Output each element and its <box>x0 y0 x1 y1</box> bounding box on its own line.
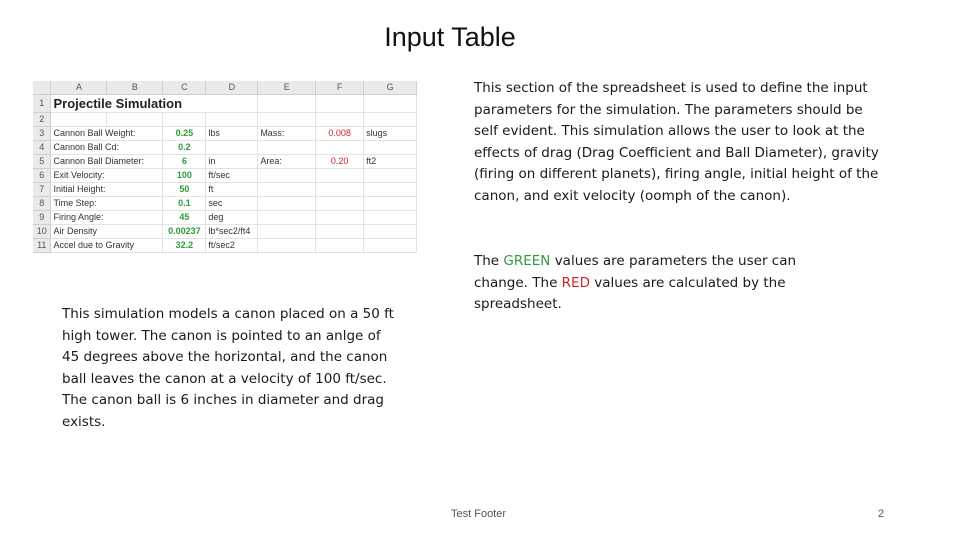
table-row <box>33 113 417 127</box>
empty-cell <box>206 113 258 127</box>
param-label: Cannon Ball Diameter: <box>51 155 163 169</box>
param-label: Cannon Ball Weight: <box>51 127 163 141</box>
input-table <box>33 81 417 253</box>
empty-cell <box>316 211 364 225</box>
empty-cell <box>258 211 316 225</box>
row-header: 11 <box>33 239 51 253</box>
row-header: 2 <box>33 113 51 127</box>
legend-text: values are parameters the user can change. The <box>474 253 797 291</box>
param-label: Time Step: <box>51 197 163 211</box>
column-header-a: A <box>51 81 107 95</box>
calc-label: Mass: <box>258 127 316 141</box>
row-header: 8 <box>33 197 51 211</box>
param-unit: ft <box>206 183 258 197</box>
param-unit: deg <box>206 211 258 225</box>
empty-cell <box>163 113 206 127</box>
param-label: Initial Height: <box>51 183 163 197</box>
calc-label: Area: <box>258 155 316 169</box>
row-header: 1 <box>33 95 51 113</box>
legend-text: The <box>474 253 504 269</box>
calc-value: 0.008 <box>316 127 364 141</box>
empty-cell <box>364 169 417 183</box>
sheet-title: Projectile Simulation <box>51 95 258 113</box>
empty-cell <box>316 169 364 183</box>
table-row <box>33 183 417 197</box>
empty-cell <box>258 141 316 155</box>
table-row <box>33 225 417 239</box>
empty-cell <box>316 183 364 197</box>
param-unit: sec <box>206 197 258 211</box>
param-value[interactable]: 6 <box>163 155 206 169</box>
table-row <box>33 141 417 155</box>
param-label: Firing Angle: <box>51 211 163 225</box>
empty-cell <box>316 141 364 155</box>
table-row <box>33 197 417 211</box>
empty-cell <box>364 113 417 127</box>
calc-unit: slugs <box>364 127 417 141</box>
column-header-b: B <box>107 81 163 95</box>
color-legend-paragraph <box>474 251 844 316</box>
empty-cell <box>316 95 364 113</box>
param-value[interactable]: 45 <box>163 211 206 225</box>
empty-cell <box>316 113 364 127</box>
row-header: 5 <box>33 155 51 169</box>
param-unit: ft/sec2 <box>206 239 258 253</box>
empty-cell <box>258 225 316 239</box>
calc-unit: ft2 <box>364 155 417 169</box>
param-value[interactable]: 50 <box>163 183 206 197</box>
row-header: 9 <box>33 211 51 225</box>
empty-cell <box>364 95 417 113</box>
param-value[interactable]: 0.00237 <box>163 225 206 239</box>
column-header-g: G <box>364 81 417 95</box>
param-value[interactable]: 0.25 <box>163 127 206 141</box>
param-label: Cannon Ball Cd: <box>51 141 163 155</box>
empty-cell <box>258 197 316 211</box>
param-unit <box>206 141 258 155</box>
param-value[interactable]: 0.1 <box>163 197 206 211</box>
row-header: 7 <box>33 183 51 197</box>
table-row <box>33 127 417 141</box>
empty-cell <box>107 113 163 127</box>
table-row <box>33 211 417 225</box>
column-header-c: C <box>163 81 206 95</box>
param-label: Accel due to Gravity <box>51 239 163 253</box>
empty-cell <box>316 239 364 253</box>
slide-footer: Test Footer <box>451 508 507 520</box>
table-row <box>33 95 417 113</box>
corner-cell <box>33 81 51 95</box>
column-header-row <box>33 81 417 95</box>
red-keyword: RED <box>561 274 590 291</box>
column-header-d: D <box>206 81 258 95</box>
empty-cell <box>364 211 417 225</box>
empty-cell <box>364 141 417 155</box>
empty-cell <box>258 95 316 113</box>
table-row <box>33 155 417 169</box>
row-header: 3 <box>33 127 51 141</box>
row-header: 4 <box>33 141 51 155</box>
param-value[interactable]: 100 <box>163 169 206 183</box>
simulation-summary-paragraph: This simulation models a canon placed on a 50 ft high tower. The canon is pointed to an anlge of 45 degrees above the horizontal, and the canon ball leaves the canon at a velocity of 100 ft/sec. The canon ball is 6 inches in diameter and drag exists. <box>62 306 394 430</box>
empty-cell <box>316 197 364 211</box>
column-header-f: F <box>316 81 364 95</box>
page-number: 2 <box>878 508 885 520</box>
spreadsheet-screenshot <box>33 81 417 263</box>
param-label: Air Density <box>51 225 163 239</box>
empty-cell <box>316 225 364 239</box>
empty-cell <box>364 197 417 211</box>
description-paragraph: This section of the spreadsheet is used to define the input parameters for the simulation. The parameters should be self evident. This simulation allows the user to look at the effects of drag (Drag Coefficient and Ball Diameter), gravity (firing on different planets), firing angle, initial height of the canon, and exit velocity (oomph of the canon). <box>474 80 879 204</box>
empty-cell <box>258 113 316 127</box>
calc-value: 0.20 <box>316 155 364 169</box>
legend-text: values are calculated by the spreadsheet. <box>474 274 786 312</box>
empty-cell <box>258 239 316 253</box>
table-row <box>33 169 417 183</box>
row-header: 10 <box>33 225 51 239</box>
empty-cell <box>258 169 316 183</box>
row-header: 6 <box>33 169 51 183</box>
empty-cell <box>364 183 417 197</box>
empty-cell <box>364 225 417 239</box>
column-header-e: E <box>258 81 316 95</box>
empty-cell <box>364 239 417 253</box>
param-unit: lb*sec2/ft4 <box>206 225 258 239</box>
param-label: Exit Velocity: <box>51 169 163 183</box>
param-unit: lbs <box>206 127 258 141</box>
slide-title: Input Table <box>384 22 516 52</box>
empty-cell <box>258 183 316 197</box>
param-unit: in <box>206 155 258 169</box>
empty-cell <box>51 113 107 127</box>
green-keyword: GREEN <box>503 253 551 269</box>
param-unit: ft/sec <box>206 169 258 183</box>
param-value[interactable]: 0.2 <box>163 141 206 155</box>
table-row <box>33 239 417 253</box>
param-value[interactable]: 32.2 <box>163 239 206 253</box>
